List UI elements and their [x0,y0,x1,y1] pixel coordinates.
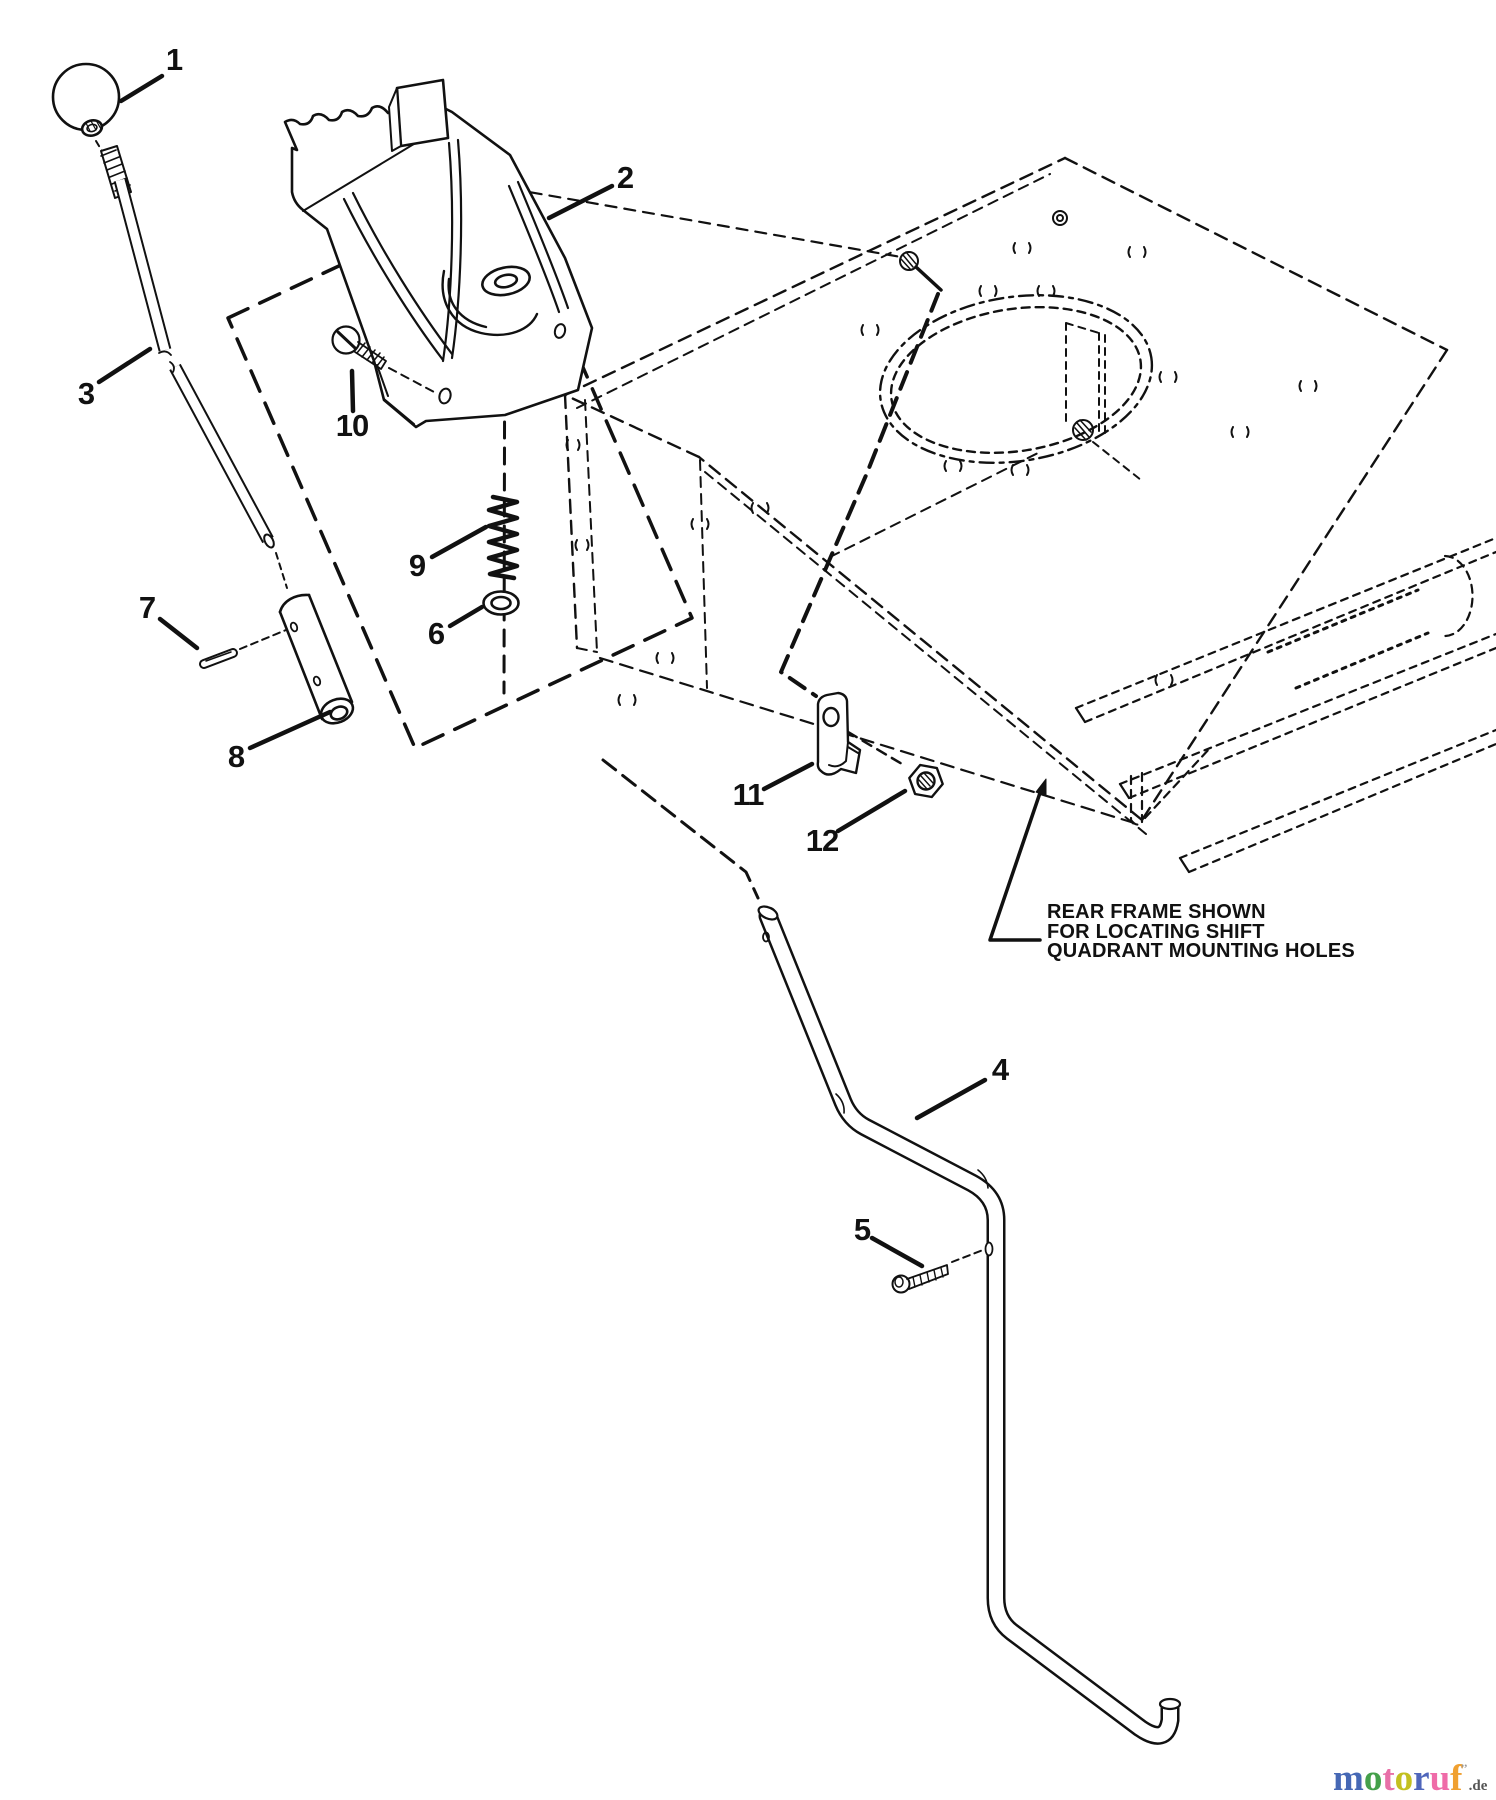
shift-quadrant-bracket [285,80,592,427]
lever-rod-black [768,916,1170,1735]
rod-end-opening [262,533,276,549]
rod-sleeve-dash [276,553,287,588]
frame-inner-stray-edge [830,452,1040,557]
leader-2 [549,186,612,218]
watermark-letter: r [1413,1758,1430,1799]
shift-rod [101,146,287,588]
callout-9: 9 [408,548,426,583]
frame-left-face-inner [585,400,597,652]
frame-left-face-edge [565,395,577,648]
frame-mounting-stud [900,252,941,290]
hole-inner-ring [880,290,1151,470]
annotation-arrow [990,779,1046,940]
callout-3: 3 [77,376,95,411]
arrowhead [1036,779,1046,796]
watermark-letter: u [1429,1758,1451,1799]
watermark-letter: t [1382,1758,1395,1799]
rear-frame-outline [565,158,1447,834]
alignment-lines [228,188,938,898]
watermark-suffix: .de [1468,1778,1488,1794]
leader-3 [99,349,150,382]
rail-1 [1076,538,1496,722]
hex-nut [909,765,942,797]
frame-center-hole [868,277,1164,482]
bracket-outline [285,96,592,427]
callout-5: 5 [853,1212,871,1247]
frame-edge-top-left [565,158,1065,395]
leader-5 [872,1238,922,1266]
shift-lever-rod [757,904,1180,1735]
leader-12 [838,791,905,831]
callout-12: 12 [805,823,839,858]
leader-to-bracket-11 [781,294,938,696]
watermark-letter: o [1394,1758,1414,1799]
stud-wire [916,267,941,290]
frame-front-face-line [700,460,707,688]
leader-1 [121,76,162,101]
annotation-line-2: FOR LOCATING SHIFT [1047,920,1265,943]
annotation-line-1: REAR FRAME SHOWN [1047,901,1266,923]
frame-left-face-foot [577,648,597,652]
callout-4: 4 [991,1052,1009,1087]
callout-8: 8 [227,739,245,774]
rod-upper-white [120,180,165,350]
watermark-tick-mark: ’’ [1460,1761,1468,1775]
leader-9 [432,527,486,557]
lever-rod-white [768,916,1170,1735]
link-bracket [818,693,860,775]
leader-7 [160,619,197,648]
leader-6 [450,607,482,626]
sleeve-top-cap [280,595,309,612]
hole-strip-exit [1093,442,1141,480]
bracket-11-body [818,693,860,775]
frame-small-holes [567,211,1317,705]
watermark-letter: f [1450,1758,1463,1799]
watermark-letters [1333,1758,1463,1799]
watermark-letter: m [1333,1758,1364,1799]
stud-in-hole [1073,420,1093,440]
leader-11 [764,764,812,789]
callout-1: 1 [165,42,183,77]
lever-rod-hook-opening [1160,1699,1180,1709]
hole-strip [1066,323,1105,439]
annotation-line-3: QUADRANT MOUNTING HOLES [1047,940,1355,962]
rod-lower-white [175,367,268,540]
frame-edge-top-right [1065,158,1447,350]
frame-hole-center [1057,215,1063,221]
sleeve-hole-upper [290,622,299,633]
link-to-stud [512,189,901,257]
callout-11: 11 [732,777,764,812]
frame-corner-flange [1131,748,1210,825]
callout-6: 6 [427,616,445,651]
sleeve-hole-lower [313,676,322,687]
flat-washer [484,592,519,615]
bracket-tab [397,80,448,146]
callout-10: 10 [335,408,369,443]
rail-2 [1120,634,1496,798]
watermark-letter: o [1363,1758,1383,1799]
arrow-line [990,787,1042,940]
watermark-logo [1333,1757,1487,1800]
callout-7: 7 [138,590,156,625]
ball-knob [53,64,119,156]
pin-dash [240,630,286,649]
frame-hole-ring [1053,211,1067,225]
frame-edge-right [1142,350,1447,820]
roll-pin [204,630,286,664]
leader-10 [352,371,353,411]
rail-texture [1268,590,1428,688]
frame-support-rails [1076,538,1496,872]
frame-annotation [1047,903,1355,962]
frame-front-bottom-edge [600,658,1131,822]
leader-8 [250,712,330,748]
leader-4 [917,1080,985,1118]
bolt-5-dash [952,1250,983,1262]
lever-rod-bolt-hole [986,1243,993,1256]
rail-3 [1180,730,1496,872]
callout-2: 2 [616,160,634,195]
pivot-sleeve [280,595,357,728]
